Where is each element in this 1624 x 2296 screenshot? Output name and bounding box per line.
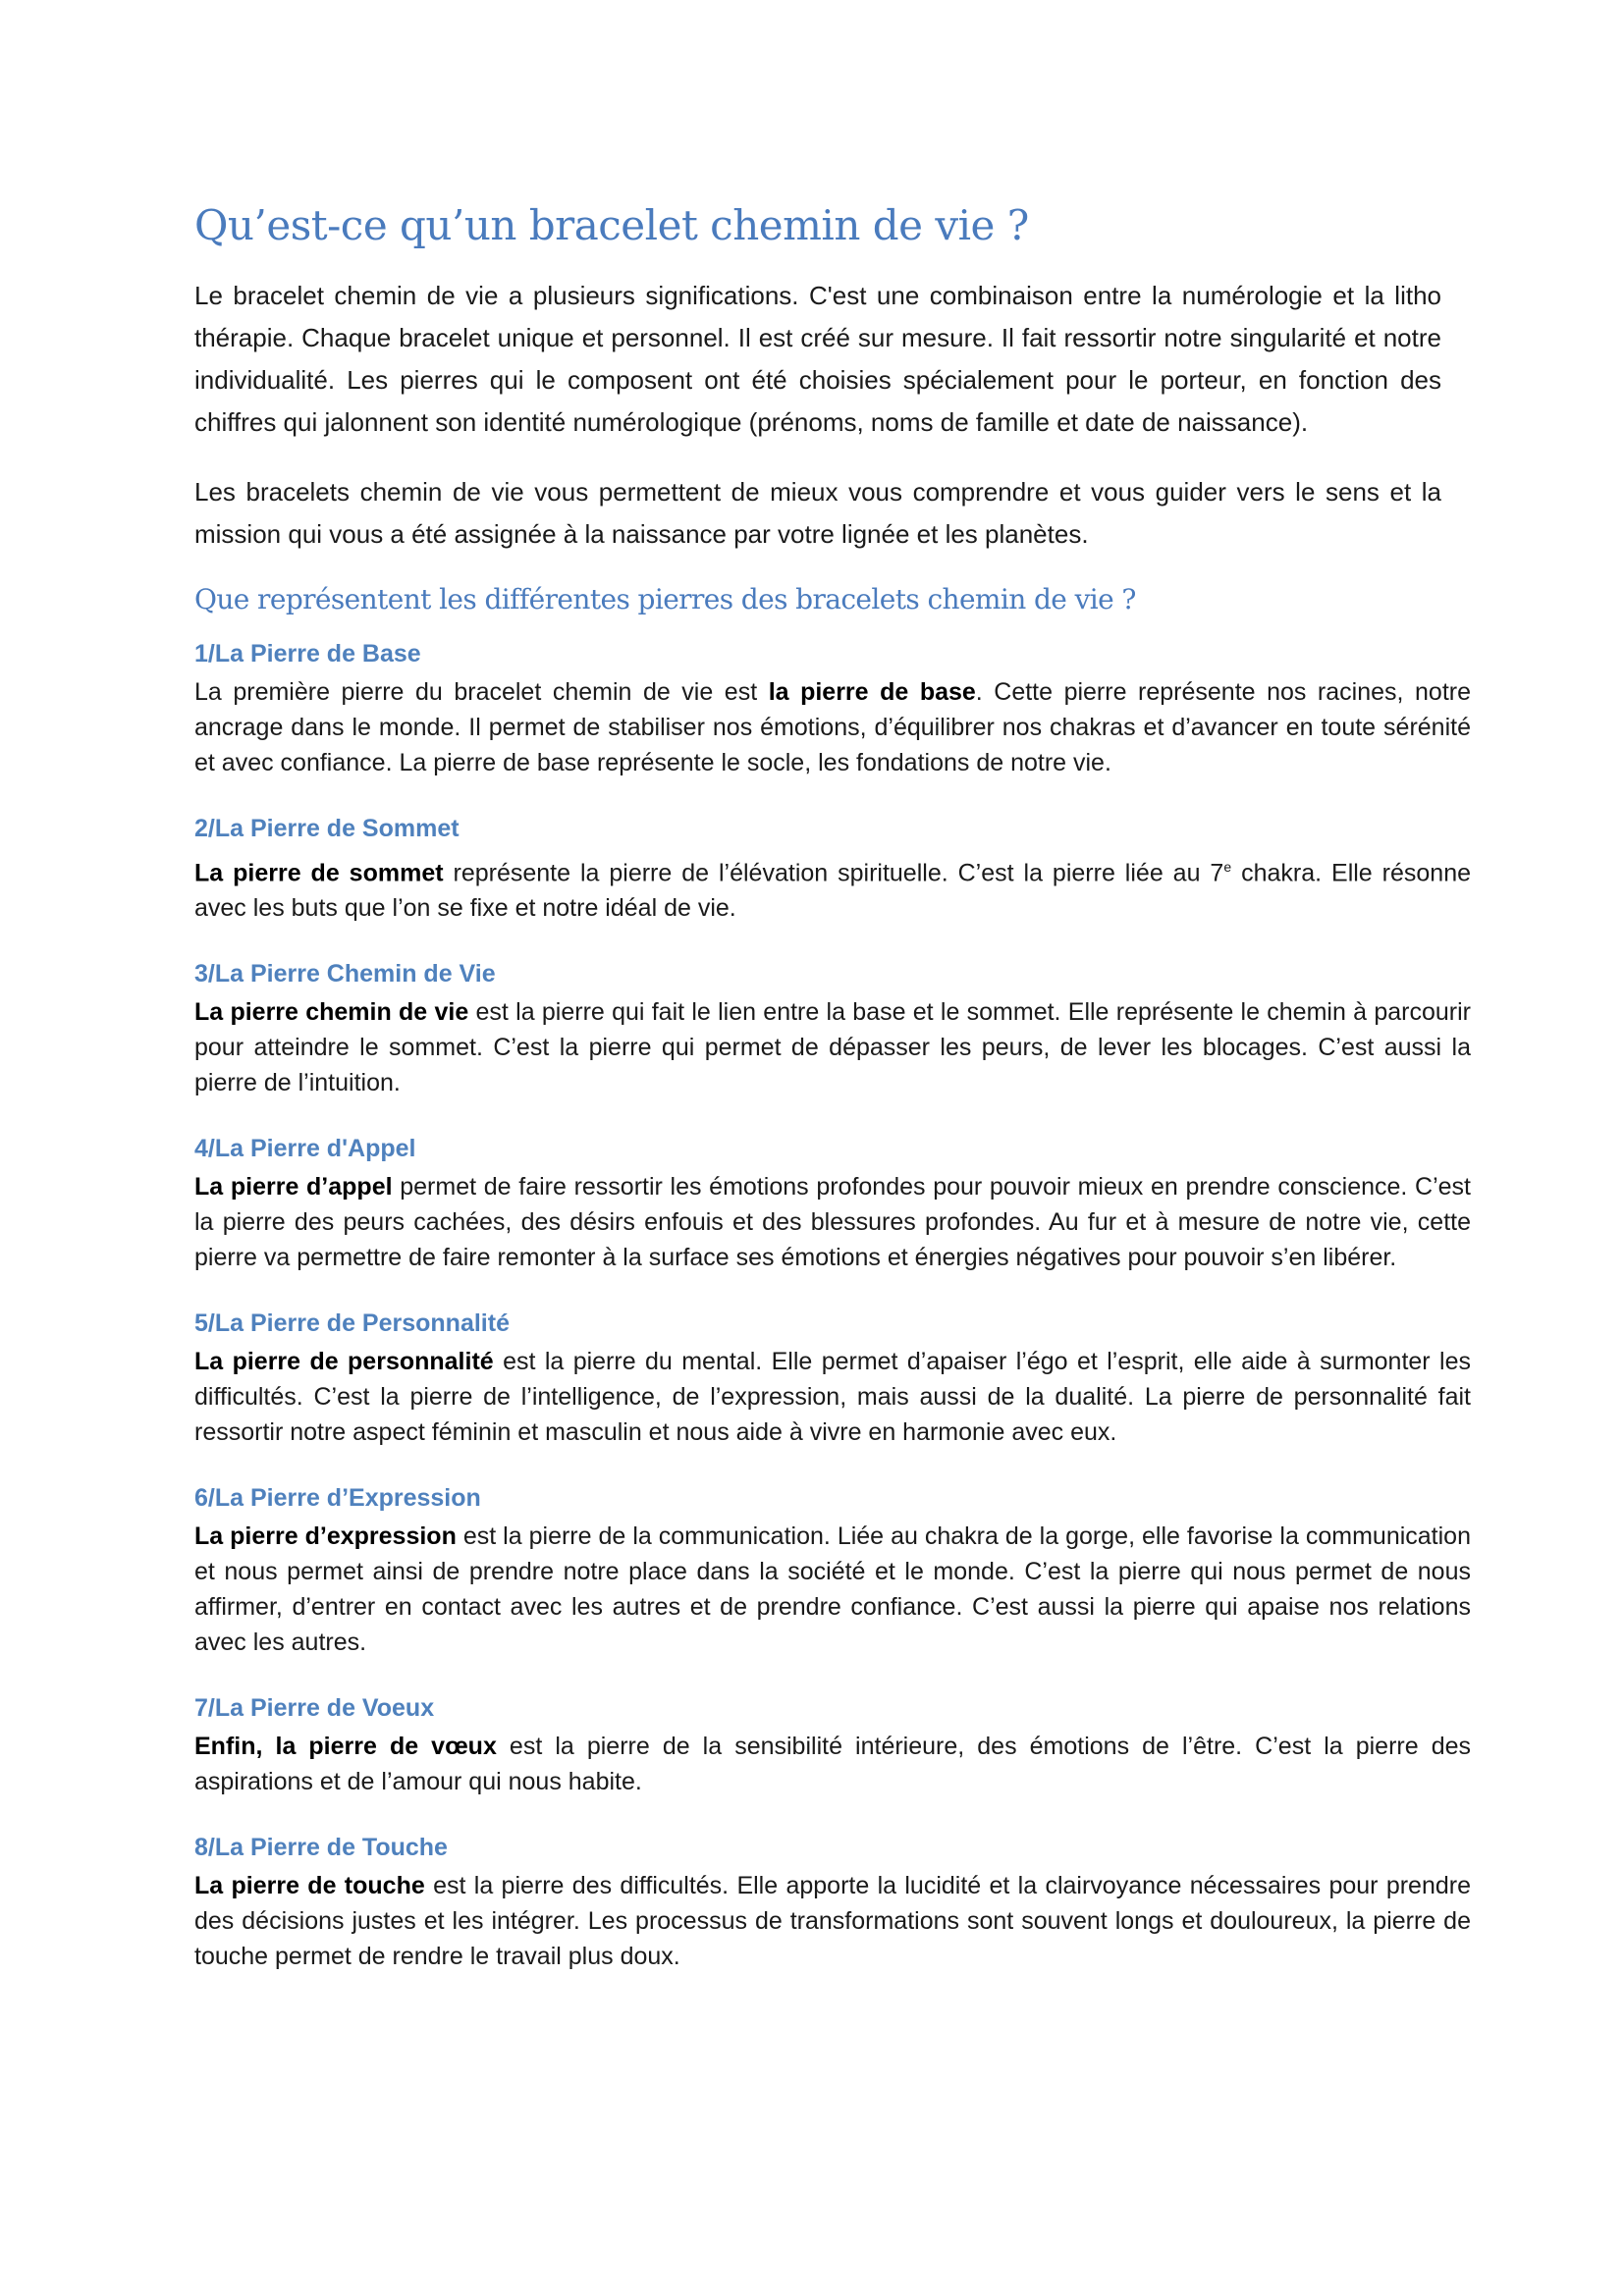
stone-heading: 2/La Pierre de Sommet [194, 815, 460, 842]
intro-paragraph-2: Les bracelets chemin de vie vous permettent de mieux vous comprendre et vous guider vers le sens et la mission qui vous a été assignée à la naissance par votre lignée et les planètes. [194, 477, 1441, 549]
stone-description: La pierre d’appel permet de faire ressortir les émotions profondes pour pouvoir mieux en prendre conscience. C’est la pierre des peurs cachées, des désirs enfouis et des blessures profondes. Au fur et à mesure de notre vie, cette pierre va permettre de faire remonter à la surface ses émotions et énergies négatives pour pouvoir s’en libérer. [194, 1173, 1472, 1272]
stone-description: La pierre de personnalité est la pierre du mental. Elle permet d’apaiser l’égo et l’esprit, elle aide à surmonter les difficultés. C’est la pierre de l’intelligence, de l’expression, mais aussi de la dualité. La pierre de personnalité fait ressortir notre aspect féminin et masculin et nous aide à vivre en harmonie avec eux. [194, 1348, 1471, 1447]
stone-section-expression [194, 1481, 1471, 1660]
stone-description: La première pierre du bracelet chemin de vie est la pierre de base. Cette pierre représente nos racines, notre ancrage dans le monde. Il permet de stabiliser nos émotions, d’équilibrer nos chakras et d’avancer en toute sérénité et avec confiance. La pierre de base représente le socle, les fondations de notre vie. [194, 678, 1471, 776]
intro-section [194, 275, 1471, 556]
stone-section-sommet [194, 812, 1471, 926]
stone-heading: 8/La Pierre de Touche [194, 1834, 448, 1862]
stone-heading: 6/La Pierre d’Expression [194, 1484, 481, 1513]
stone-description: Enfin, la pierre de vœux est la pierre de la sensibilité intérieure, des émotions de l’être. C’est la pierre des aspirations et de l’amour qui nous habite. [194, 1733, 1472, 1796]
page-title: Qu’est-ce qu’un bracelet chemin de vie ? [194, 201, 1029, 249]
stone-heading: 5/La Pierre de Personnalité [194, 1309, 510, 1338]
stone-description: La pierre de touche est la pierre des difficultés. Elle apporte la lucidité et la clairvoyance nécessaires pour prendre des décisions justes et les intégrer. Les processus de transformations sont souvent longs et douloureux, la pierre de touche permet de rendre le travail plus doux. [194, 1872, 1471, 1971]
stone-section-base [194, 637, 1471, 780]
section-subtitle: Que représentent les différentes pierres des bracelets chemin de vie ? [194, 583, 1136, 615]
document-content [194, 201, 1471, 2005]
stone-section-touche [194, 1831, 1471, 1974]
stone-heading: 4/La Pierre d'Appel [194, 1135, 416, 1163]
stone-section-personnalite [194, 1307, 1471, 1450]
stone-heading: 7/La Pierre de Voeux [194, 1694, 435, 1723]
stone-section-voeux [194, 1691, 1471, 1799]
stone-description: La pierre d’expression est la pierre de la communication. Liée au chakra de la gorge, elle favorise la communication et nous permet ainsi de prendre notre place dans la société et le monde. C’est la pierre qui nous permet de nous affirmer, d’entrer en contact avec les autres et de prendre confiance. C’est aussi la pierre qui apaise nos relations avec les autres. [194, 1522, 1471, 1657]
stone-heading: 3/La Pierre Chemin de Vie [194, 960, 496, 988]
stone-section-appel [194, 1132, 1471, 1275]
stone-description: La pierre chemin de vie est la pierre qui fait le lien entre la base et le sommet. Elle représente le chemin à parcourir pour atteindre le sommet. C’est la pierre qui permet de dépasser les peurs, de lever les blocages. C’est aussi la pierre de l’intuition. [194, 998, 1471, 1097]
stone-heading: 1/La Pierre de Base [194, 640, 421, 667]
intro-paragraph-1: Le bracelet chemin de vie a plusieurs significations. C'est une combinaison entre la numérologie et la litho thérapie. Chaque bracelet unique et personnel. Il est créé sur mesure. Il fait ressortir notre singularité et notre individualité. Les pierres qui le composent ont été choisies spécialement pour le porteur, en fonction des chiffres qui jalonnent son identité numérologique (prénoms, noms de famille et date de naissance). [194, 281, 1441, 437]
stone-section-chemin-de-vie [194, 957, 1471, 1100]
stone-description: La pierre de sommet représente la pierre de l’élévation spirituelle. C’est la pierre liée au 7e chakra. Elle résonne avec les buts que l’on se fixe et notre idéal de vie. [194, 859, 1472, 923]
